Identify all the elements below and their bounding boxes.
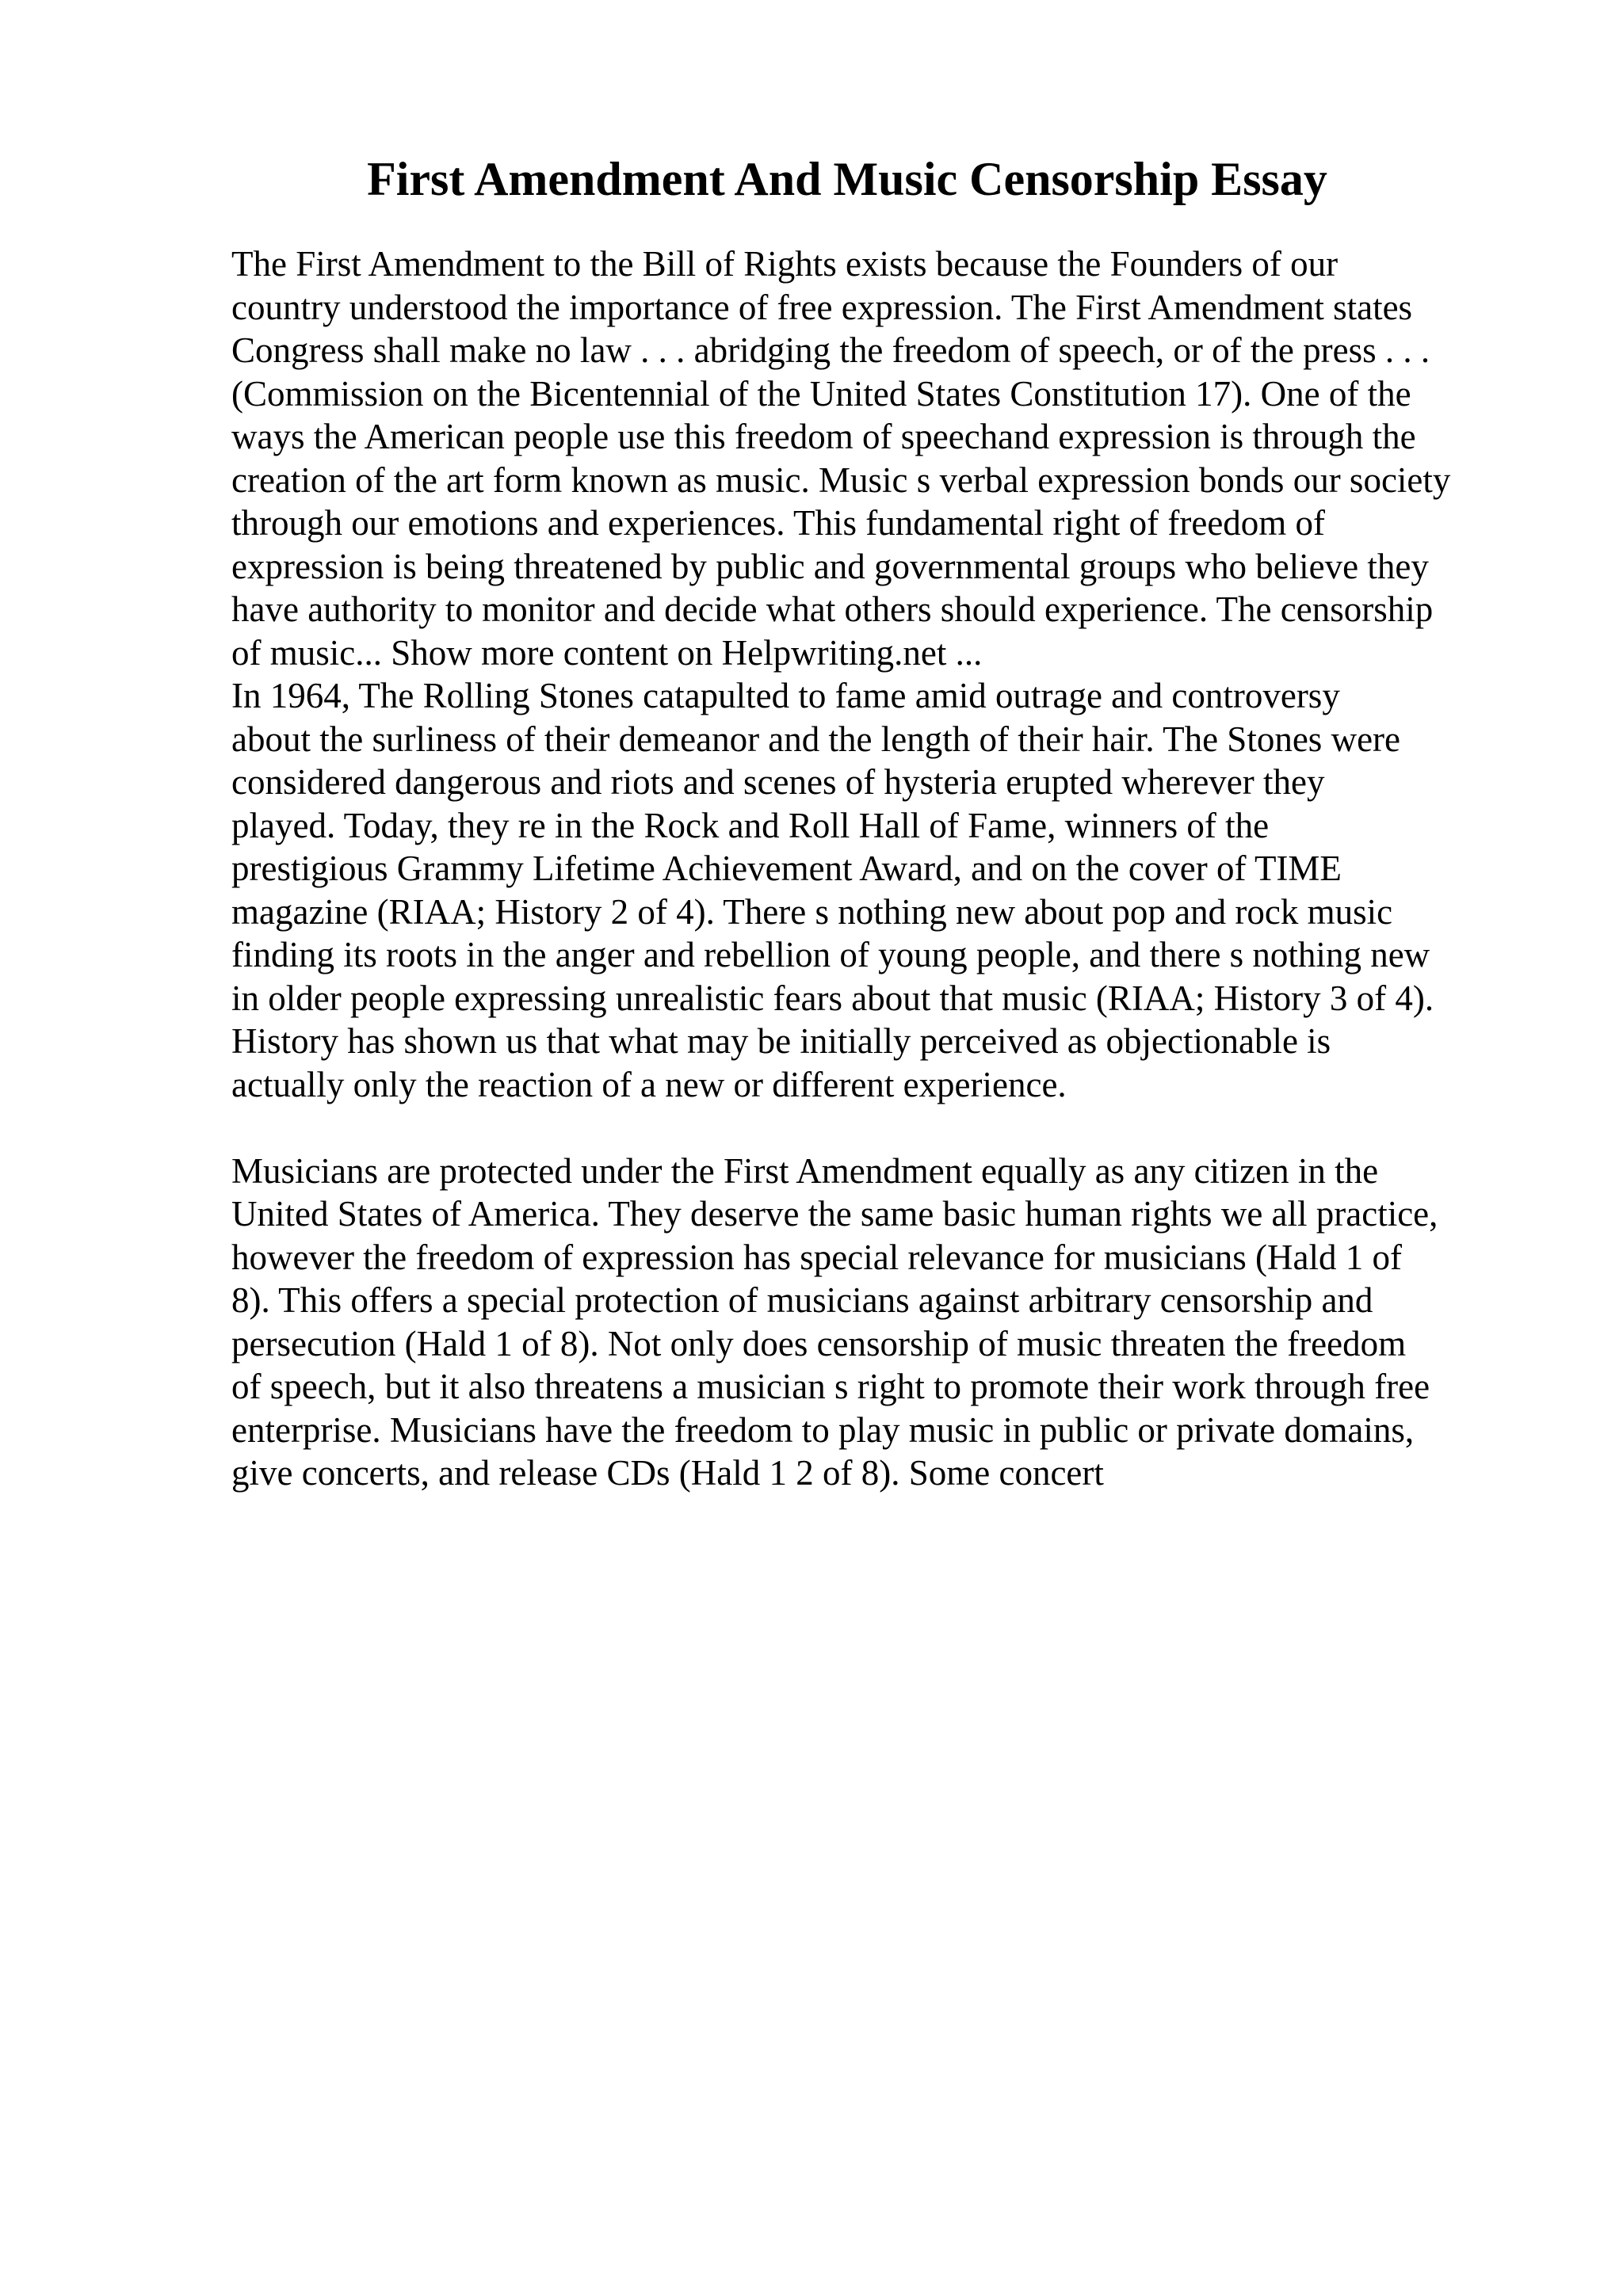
text-line: United States of America. They deserve the same basic human rights we all practice, [231, 1194, 1438, 1234]
text-line: Congress shall make no law . . . abridging the freedom of speech, or of the press . . . [231, 330, 1430, 370]
text-line: ways the American people use this freedom of speechand expression is through the [231, 417, 1416, 456]
text-line: actually only the reaction of a new or different experience. [231, 1064, 1067, 1104]
text-line: enterprise. Musicians have the freedom to play music in public or private domains, [231, 1409, 1415, 1450]
text-line: 8). This offers a special protection of musicians against arbitrary censorship and [231, 1280, 1373, 1320]
text-line: History has shown us that what may be initially perceived as objectionable is [231, 1021, 1331, 1061]
text-line: prestigious Grammy Lifetime Achievement Award, and on the cover of TIME [231, 849, 1342, 888]
text-line: The First Amendment to the Bill of Rights exists because the Founders of our [231, 244, 1338, 284]
text-line: of music... Show more content on Helpwriting.net ... [231, 632, 983, 673]
text-line: magazine (RIAA; History 2 of 4). There s nothing new about pop and rock music [231, 891, 1393, 932]
text-line: considered dangerous and riots and scenes of hysteria erupted wherever they [231, 762, 1325, 802]
paragraph-3 [231, 1150, 1594, 1495]
text-line: about the surliness of their demeanor and the length of their hair. The Stones were [231, 719, 1401, 759]
paragraph-2 [231, 674, 1594, 1106]
text-line: (Commission on the Bicentennial of the United States Constitution 17). One of the [231, 373, 1411, 414]
text-line: creation of the art form known as music. Music s verbal expression bonds our society [231, 460, 1451, 500]
paragraph-spacer [231, 1106, 1594, 1150]
text-line: persecution (Hald 1 of 8). Not only does censorship of music threaten the freedom [231, 1323, 1407, 1363]
text-line: give concerts, and release CDs (Hald 1 2 of 8). Some concert [231, 1453, 1104, 1493]
text-line: finding its roots in the anger and rebellion of young people, and there s nothing new [231, 935, 1430, 974]
text-line: In 1964, The Rolling Stones catapulted to fame amid outrage and controversy [231, 676, 1340, 715]
text-line: Musicians are protected under the First Amendment equally as any citizen in the [231, 1150, 1379, 1191]
text-line: of speech, but it also threatens a musician s right to promote their work through free [231, 1367, 1430, 1406]
text-line: have authority to monitor and decide what others should experience. The censorship [231, 589, 1434, 629]
document-body [231, 242, 1594, 1495]
text-line: however the freedom of expression has special relevance for musicians (Hald 1 of [231, 1237, 1402, 1277]
text-line: played. Today, they re in the Rock and Roll Hall of Fame, winners of the [231, 805, 1270, 845]
text-line: through our emotions and experiences. This fundamental right of freedom of [231, 503, 1326, 543]
paragraph-1 [231, 242, 1594, 674]
text-line: country understood the importance of free expression. The First Amendment states [231, 287, 1413, 327]
text-line: in older people expressing unrealistic fears about that music (RIAA; History 3 of 4). [231, 978, 1434, 1018]
document-title: First Amendment And Music Censorship Essay [367, 153, 1327, 205]
text-line: expression is being threatened by public and governmental groups who believe they [231, 546, 1429, 586]
